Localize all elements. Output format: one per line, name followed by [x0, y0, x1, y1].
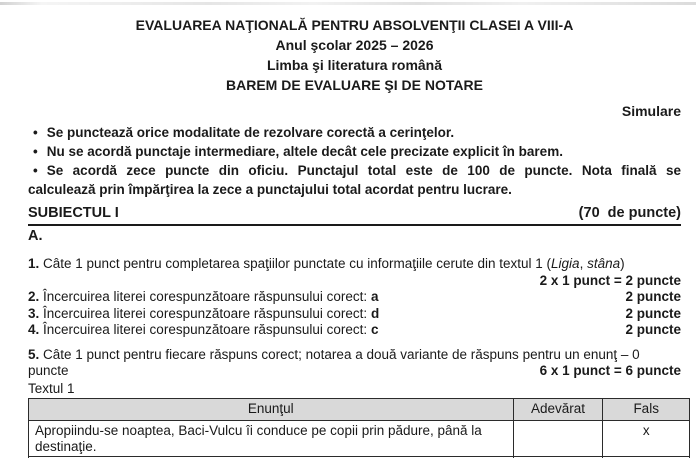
column-header-enunt: Enunţul [29, 399, 514, 421]
bullet-icon: • [33, 144, 38, 159]
item-5-line1: 5. Câte 1 punct pentru fiecare răspuns corect; notarea a două variante de răspuns pentru un enunţ – 0 [28, 346, 640, 362]
bullet-icon: • [33, 163, 38, 178]
subject-subtitle: Limba şi literatura română [266, 57, 443, 73]
item-2-points: 2 puncte [625, 289, 681, 304]
statement-cell: Apropiindu-se noaptea, Baci-Vulcu îi conduce pe copii prin pădure, până la destinaţie. [29, 421, 514, 457]
grading-rules-list [28, 123, 681, 199]
item-5 [28, 347, 681, 380]
item-5-line2 [28, 363, 681, 380]
text1-label: Textul 1 [28, 380, 75, 396]
item-5-points: 6 x 1 punct = 6 puncte [539, 363, 681, 378]
rule-item-3-line2: calculează prin împărţirea la zece a punctajului total acordat pentru lucrare. [28, 182, 512, 197]
fals-cell: x [603, 421, 690, 457]
rule-text: Se punctează orice modalitate de rezolvare corectă a cerinţelor. [46, 125, 455, 140]
item-number: 2. [28, 289, 40, 304]
subject-title: SUBIECTUL I [28, 205, 119, 221]
item-2 [28, 289, 681, 306]
rule-text: Se acordă zece puncte din oficiu. Punctajul total este de 100 de puncte. Nota finală se [46, 163, 681, 178]
rule-item-3-line1 [28, 161, 681, 180]
table-header-row [29, 399, 690, 421]
item-1-text: 1. Câte 1 punct pentru completarea spaţiilor punctate cu informaţiile cerute din textul 1 (Ligia, stâna) [28, 256, 625, 271]
rule-item-1 [28, 123, 681, 142]
rule-item-2 [28, 142, 681, 161]
true-false-table [28, 398, 690, 458]
subject-header [28, 205, 681, 226]
item-number: 5. [28, 346, 40, 362]
column-header-adevarat: Adevărat [513, 399, 603, 421]
table-row [29, 421, 690, 457]
item-5-wrap-word: puncte [28, 363, 69, 378]
scan-edge-artifact [0, 2, 696, 5]
item-2-text: 2. Încercuirea literei corespunzătoare răspunsului corect: a [28, 289, 379, 304]
item-3 [28, 306, 681, 323]
session-label: Simulare [621, 103, 681, 119]
document-header [28, 15, 681, 95]
item-1-points: 2 x 1 punct = 2 puncte [539, 272, 681, 288]
part-a-label: A. [28, 228, 43, 244]
correct-answer: d [370, 305, 380, 321]
adevarat-cell [513, 421, 603, 457]
bullet-icon: • [33, 125, 38, 140]
rule-text: Nu se acordă punctaje intermediare, altele decât cele precizate explicit în barem. [46, 144, 563, 159]
page-title: EVALUAREA NAŢIONALĂ PENTRU ABSOLVENŢII CLASEI A VIII-A [135, 17, 574, 33]
school-year-subtitle: Anul şcolar 2025 – 2026 [275, 37, 434, 53]
item-4-points: 2 puncte [625, 322, 681, 337]
item-number: 3. [28, 305, 40, 321]
item-number: 1. [28, 256, 40, 271]
subject-points: (70 de puncte) [578, 205, 681, 221]
column-header-fals: Fals [603, 399, 690, 421]
item-3-points: 2 puncte [625, 305, 681, 321]
italic-answer: stâna [587, 256, 621, 271]
italic-answer: Ligia [551, 256, 580, 271]
correct-answer: a [370, 289, 379, 304]
item-4 [28, 322, 681, 339]
item-3-text: 3. Încercuirea literei corespunzătoare răspunsului corect: d [28, 305, 380, 321]
item-4-text: 4. Încercuirea literei corespunzătoare răspunsului corect: c [28, 322, 379, 337]
barem-subtitle: BAREM DE EVALUARE ŞI DE NOTARE [226, 77, 483, 93]
items-2-4-group [28, 289, 681, 339]
item-number: 4. [28, 322, 40, 337]
correct-answer: c [370, 322, 379, 337]
item-1 [28, 256, 681, 289]
